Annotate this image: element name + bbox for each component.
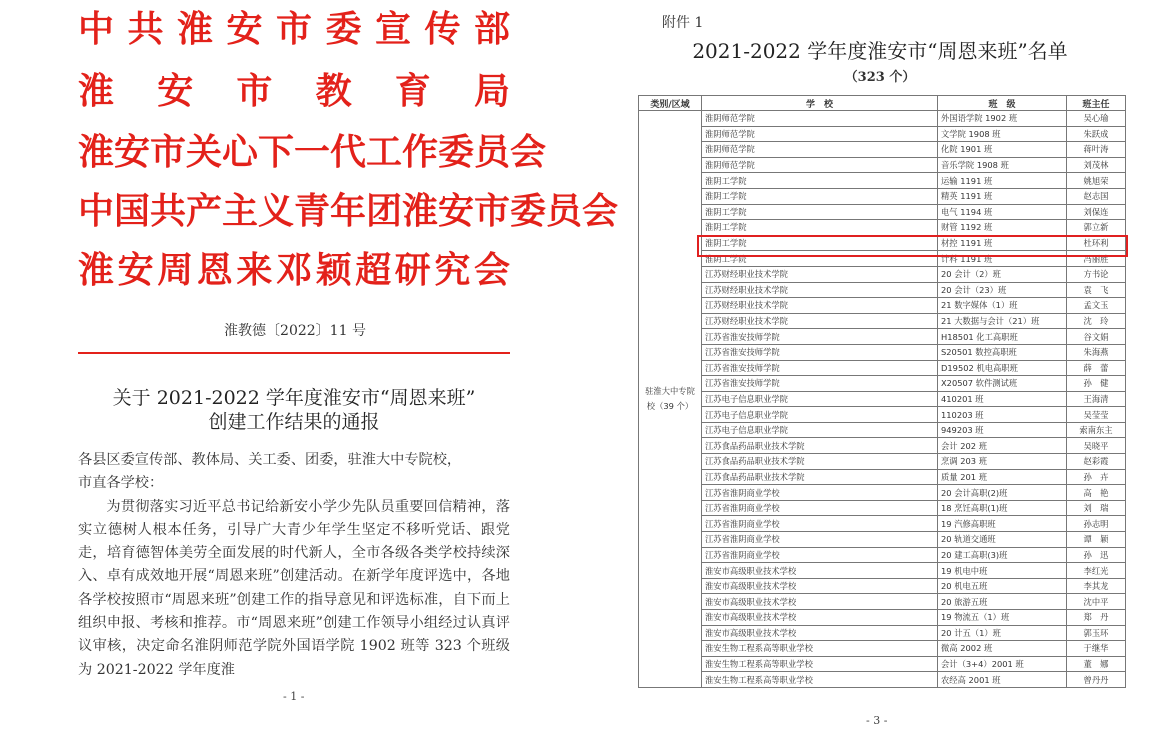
table-row — [639, 610, 1126, 626]
teacher-cell: 朱跃成 — [1067, 126, 1126, 142]
teacher-cell: 冯丽胜 — [1067, 251, 1126, 267]
table-row — [639, 500, 1126, 516]
class-cell: 20 会计（23）班 — [938, 282, 1067, 298]
school-cell: 淮阴师范学院 — [702, 126, 938, 142]
teacher-cell: 孙志明 — [1067, 516, 1126, 532]
list-count: （323 个） — [844, 70, 916, 85]
school-cell: 江苏财经职业技术学院 — [702, 298, 938, 314]
school-cell: 淮安生物工程系高等职业学校 — [702, 672, 938, 688]
table-row — [639, 485, 1126, 501]
teacher-cell: 刘 瑞 — [1067, 500, 1126, 516]
class-cell: 会计 202 班 — [938, 438, 1067, 454]
school-cell: 淮阴工学院 — [702, 188, 938, 204]
school-cell: 淮安市高级职业技术学校 — [702, 563, 938, 579]
issuer-line-2: 淮安市教育局 — [78, 71, 510, 112]
class-cell: 20 建工高职(3)班 — [938, 547, 1067, 563]
teacher-cell: 谭 颖 — [1067, 532, 1126, 548]
school-cell: 淮安市高级职业技术学校 — [702, 594, 938, 610]
notice-title-line-1: 关于 2021-2022 学年度淮安市“周恩来班” — [112, 387, 476, 409]
table-row — [639, 360, 1126, 376]
teacher-cell: 郑 丹 — [1067, 610, 1126, 626]
school-cell: 淮安生物工程系高等职业学校 — [702, 641, 938, 657]
class-cell: 微高 2002 班 — [938, 641, 1067, 657]
document-number: 淮教德〔2022〕11 号 — [224, 323, 366, 339]
table-row — [639, 422, 1126, 438]
class-cell: 20 旅游五班 — [938, 594, 1067, 610]
column-header-category: 类别/区域 — [639, 96, 702, 111]
school-cell: 江苏食品药品职业技术学院 — [702, 438, 938, 454]
list-title: 2021-2022 学年度淮安市“周恩来班”名单 — [692, 39, 1068, 63]
school-cell: 江苏省淮阴商业学校 — [702, 547, 938, 563]
class-cell: 410201 班 — [938, 391, 1067, 407]
teacher-cell: 高 艳 — [1067, 485, 1126, 501]
table-row — [639, 532, 1126, 548]
school-cell: 淮阴工学院 — [702, 251, 938, 267]
issuer-line-4: 中国共产主义青年团淮安市委员会 — [78, 191, 619, 232]
teacher-cell: 刘保连 — [1067, 204, 1126, 220]
school-cell: 淮安市高级职业技术学校 — [702, 610, 938, 626]
table-row — [639, 188, 1126, 204]
teacher-cell: 董 娜 — [1067, 656, 1126, 672]
class-cell: 20 计五（1）班 — [938, 625, 1067, 641]
teacher-cell: 赵志国 — [1067, 188, 1126, 204]
table-row — [639, 454, 1126, 470]
school-cell: 江苏省淮安技师学院 — [702, 376, 938, 392]
school-cell: 淮安市高级职业技术学校 — [702, 625, 938, 641]
table-row — [639, 173, 1126, 189]
teacher-cell: 杜环利 — [1067, 235, 1126, 251]
teacher-cell: 薛 蕾 — [1067, 360, 1126, 376]
table-row — [639, 578, 1126, 594]
table-row — [639, 516, 1126, 532]
teacher-cell: 谷文娟 — [1067, 329, 1126, 345]
table-row — [639, 111, 1126, 127]
table-row — [639, 594, 1126, 610]
table-row — [639, 391, 1126, 407]
school-cell: 淮阴师范学院 — [702, 111, 938, 127]
table-row — [639, 469, 1126, 485]
table-row — [639, 313, 1126, 329]
class-cell: 农经高 2001 班 — [938, 672, 1067, 688]
class-cell: 949203 班 — [938, 422, 1067, 438]
school-cell: 江苏省淮阴商业学校 — [702, 485, 938, 501]
school-cell: 江苏省淮安技师学院 — [702, 329, 938, 345]
teacher-cell: 孙 卉 — [1067, 469, 1126, 485]
highlight-box — [697, 235, 1128, 257]
page-number-right: - 3 - — [866, 714, 888, 727]
table-row — [639, 407, 1126, 423]
school-cell: 江苏省淮安技师学院 — [702, 344, 938, 360]
issuer-line-3: 淮安市关心下一代工作委员会 — [78, 132, 547, 173]
class-cell: D19502 机电高职班 — [938, 360, 1067, 376]
teacher-cell: 李红光 — [1067, 563, 1126, 579]
red-divider — [78, 352, 510, 354]
class-cell: 20 轨道交通班 — [938, 532, 1067, 548]
class-cell: 20 机电五班 — [938, 578, 1067, 594]
column-header-class: 班 级 — [938, 96, 1067, 111]
school-cell: 江苏财经职业技术学院 — [702, 282, 938, 298]
class-cell: 19 汽修高职班 — [938, 516, 1067, 532]
class-cell: 会计（3+4）2001 班 — [938, 656, 1067, 672]
school-cell: 江苏省淮安技师学院 — [702, 360, 938, 376]
school-cell: 淮阴师范学院 — [702, 142, 938, 158]
school-cell: 江苏电子信息职业学院 — [702, 422, 938, 438]
class-cell: 运输 1191 班 — [938, 173, 1067, 189]
school-cell: 淮阴工学院 — [702, 220, 938, 236]
school-cell: 江苏省淮阴商业学校 — [702, 516, 938, 532]
teacher-cell: 郭立新 — [1067, 220, 1126, 236]
notice-title-line-2: 创建工作结果的通报 — [208, 411, 380, 433]
teacher-cell: 李其龙 — [1067, 578, 1126, 594]
class-cell: 财管 1192 班 — [938, 220, 1067, 236]
school-cell: 淮安市高级职业技术学校 — [702, 578, 938, 594]
teacher-cell: 蒋叶涛 — [1067, 142, 1126, 158]
teacher-cell: 赵彩霞 — [1067, 454, 1126, 470]
column-header-school: 学 校 — [702, 96, 938, 111]
class-cell: 材控 1191 班 — [938, 235, 1067, 251]
class-cell: 110203 班 — [938, 407, 1067, 423]
teacher-cell: 袁 飞 — [1067, 282, 1126, 298]
school-cell: 江苏食品药品职业技术学院 — [702, 454, 938, 470]
class-cell: 18 烹饪高职(1)班 — [938, 500, 1067, 516]
teacher-cell: 于继华 — [1067, 641, 1126, 657]
teacher-cell: 孙 迅 — [1067, 547, 1126, 563]
table-row — [639, 266, 1126, 282]
notice-body — [78, 449, 510, 682]
teacher-cell: 孟文玉 — [1067, 298, 1126, 314]
class-cell: 质量 201 班 — [938, 469, 1067, 485]
teacher-cell: 刘茂林 — [1067, 157, 1126, 173]
class-cell: 20 会计（2）班 — [938, 266, 1067, 282]
school-cell: 江苏财经职业技术学院 — [702, 313, 938, 329]
table-row — [639, 142, 1126, 158]
class-cell: 烹调 203 班 — [938, 454, 1067, 470]
table-row — [639, 656, 1126, 672]
school-cell: 江苏省淮阴商业学校 — [702, 500, 938, 516]
class-cell: 电气 1194 班 — [938, 204, 1067, 220]
class-cell: 音乐学院 1908 班 — [938, 157, 1067, 173]
school-cell: 江苏食品药品职业技术学院 — [702, 469, 938, 485]
teacher-cell: 吴莹莹 — [1067, 407, 1126, 423]
school-cell: 江苏省淮阴商业学校 — [702, 532, 938, 548]
class-cell: 19 物流五（1）班 — [938, 610, 1067, 626]
class-list-table — [638, 95, 1126, 688]
table-row — [639, 625, 1126, 641]
class-cell: X20507 软件测试班 — [938, 376, 1067, 392]
class-cell: 21 大数据与会计（21）班 — [938, 313, 1067, 329]
class-cell: 计科 1191 班 — [938, 251, 1067, 267]
category-cell: 驻淮大中专院校（39 个） — [639, 111, 702, 688]
class-cell: 21 数字媒体（1）班 — [938, 298, 1067, 314]
teacher-cell: 索南东主 — [1067, 422, 1126, 438]
column-header-teacher: 班主任 — [1067, 96, 1126, 111]
school-cell: 淮安生物工程系高等职业学校 — [702, 656, 938, 672]
school-cell: 淮阴工学院 — [702, 173, 938, 189]
class-cell: 19 机电中班 — [938, 563, 1067, 579]
teacher-cell: 朱海燕 — [1067, 344, 1126, 360]
table-row — [639, 438, 1126, 454]
class-cell: 精英 1191 班 — [938, 188, 1067, 204]
school-cell: 淮阴工学院 — [702, 235, 938, 251]
table-row — [639, 344, 1126, 360]
table-row — [639, 298, 1126, 314]
teacher-cell: 吴晓平 — [1067, 438, 1126, 454]
table-row — [639, 376, 1126, 392]
teacher-cell: 曾丹丹 — [1067, 672, 1126, 688]
table-row — [639, 126, 1126, 142]
teacher-cell: 孙 健 — [1067, 376, 1126, 392]
table-row — [639, 563, 1126, 579]
table-row — [639, 641, 1126, 657]
table-row — [639, 204, 1126, 220]
teacher-cell: 王海清 — [1067, 391, 1126, 407]
teacher-cell: 姚旭荣 — [1067, 173, 1126, 189]
body-paragraph: 为贯彻落实习近平总书记给新安小学少先队员重要回信精神，落实立德树人根本任务，引导广大青少年学生坚定不移听党话、跟党走，培育德智体美劳全面发展的时代新人，全市各级各类学校持续深入、卓有成效地开展“周恩来班”创建活动。在新学年度评选中，各地各学校按照市“周恩来班”创建工作的指导意见和评选标准，自下而上组织申报、考核和推荐。市“周恩来班”创建工作领导小组经过认真评议审核，决定命名淮阴师范学院外国语学院 1902 班等 323 个班级为 2021-2022 学年度淮 — [78, 498, 510, 678]
table-row — [639, 547, 1126, 563]
salutation-line-1: 各县区委宣传部、教体局、关工委、团委，驻淮大中专院校， — [78, 452, 462, 468]
school-cell: 江苏电子信息职业学院 — [702, 391, 938, 407]
school-cell: 江苏财经职业技术学院 — [702, 266, 938, 282]
teacher-cell: 沈中平 — [1067, 594, 1126, 610]
table-header-row — [639, 96, 1126, 111]
table-row — [639, 157, 1126, 173]
teacher-cell: 沈 玲 — [1067, 313, 1126, 329]
class-cell: 化院 1901 班 — [938, 142, 1067, 158]
class-cell: S20501 数控高职班 — [938, 344, 1067, 360]
school-cell: 江苏电子信息职业学院 — [702, 407, 938, 423]
page-number-left: - 1 - — [283, 690, 305, 703]
table-row — [639, 329, 1126, 345]
table-row — [639, 282, 1126, 298]
class-cell: 20 会计高职(2)班 — [938, 485, 1067, 501]
teacher-cell: 方书论 — [1067, 266, 1126, 282]
salutation-line-2: 市直各学校： — [78, 475, 164, 492]
class-cell: H18501 化工高职班 — [938, 329, 1067, 345]
issuer-line-1: 中共淮安市委宣传部 — [78, 9, 510, 50]
class-cell: 文学院 1908 班 — [938, 126, 1067, 142]
school-cell: 淮阴师范学院 — [702, 157, 938, 173]
table-row — [639, 220, 1126, 236]
school-cell: 淮阴工学院 — [702, 204, 938, 220]
teacher-cell: 郭玉环 — [1067, 625, 1126, 641]
class-cell: 外国语学院 1902 班 — [938, 111, 1067, 127]
table-row — [639, 672, 1126, 688]
teacher-cell: 吴心瑜 — [1067, 111, 1126, 127]
issuer-line-5: 淮安周恩来邓颖超研究会 — [78, 250, 510, 291]
attachment-label: 附件 1 — [662, 15, 704, 31]
